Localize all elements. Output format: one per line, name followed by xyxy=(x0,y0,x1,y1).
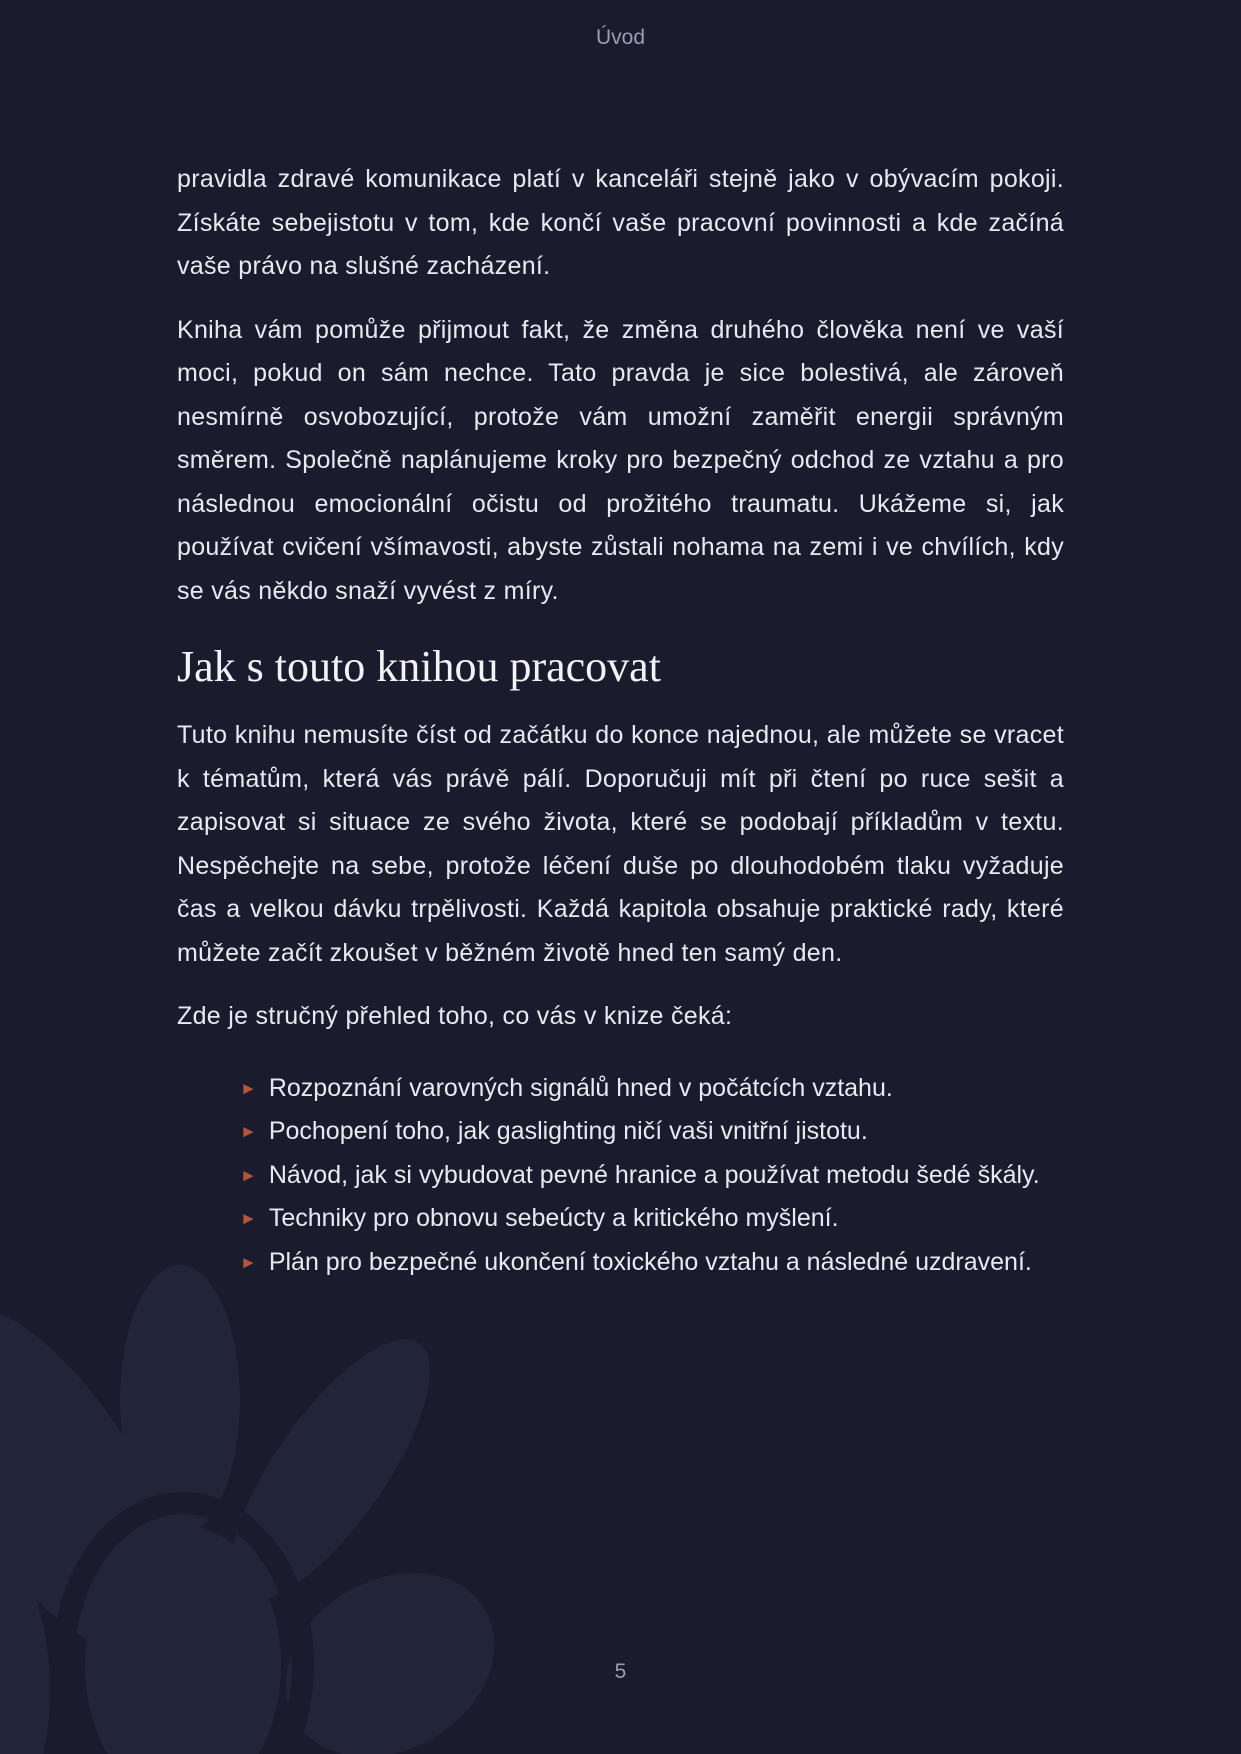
list-item-text: Pochopení toho, jak gaslighting ničí vaši vnitřní jistotu. xyxy=(268,1117,868,1145)
list-item xyxy=(240,1067,1064,1111)
list-item-text: Rozpoznání varovných signálů hned v počátcích vztahu. xyxy=(268,1073,893,1102)
list-item-text: Návod, jak si vybudovat pevné hranice a používat metodu šedé škály. xyxy=(268,1160,1040,1189)
list-item xyxy=(240,1110,1064,1154)
overview-list xyxy=(240,1067,1064,1285)
triangle-right-icon: ► xyxy=(240,1165,257,1185)
triangle-right-icon: ► xyxy=(240,1078,257,1098)
triangle-right-icon: ► xyxy=(240,1122,257,1141)
paragraph: Kniha vám pomůže přijmout fakt, že změna druhého člověka není ve vaší moci, pokud on sám nechce. Tato pravda je sice bolestivá, ale zároveň nesmírně osvobozující, protože vám umožní zaměřit energii správným směrem. Společně naplánujeme kroky pro bezpečný odchod ze vztahu a pro následnou emocionální očistu od prožitého traumatu. Ukážeme si, jak používat cvičení všímavosti, abyste zůstali nohama na zemi i ve chvílích, kdy se vás někdo snaží vyvést z míry. xyxy=(177,315,1064,605)
paragraph: Tuto knihu nemusíte číst od začátku do konce najednou, ale můžete se vracet k tématům, která vás právě pálí. Doporučuji mít při čtení po ruce sešit a zapisovat si situace ze svého života, které se podobají příkladům v textu. Nespěchejte na sebe, protože léčení duše po dlouhodobém tlaku vyžaduje čas a velkou dávku trpělivosti. Každá kapitola obsahuje praktické rady, které můžete začít zkoušet v běžném životě hned ten samý den. xyxy=(177,721,1064,967)
triangle-right-icon: ► xyxy=(240,1209,257,1228)
list-item xyxy=(240,1154,1064,1198)
list-item xyxy=(240,1241,1064,1285)
list-item-text: Plán pro bezpečné ukončení toxického vztahu a následné uzdravení. xyxy=(268,1247,1032,1276)
list-item xyxy=(240,1197,1064,1241)
paragraph: Zde je stručný přehled toho, co vás v knize čeká: xyxy=(177,1002,733,1030)
page-number: 5 xyxy=(614,1660,627,1683)
page-body xyxy=(177,158,1064,1284)
section-heading: Jak s touto knihou pracovat xyxy=(177,642,661,691)
triangle-right-icon: ► xyxy=(240,1252,257,1272)
list-item-text: Techniky pro obnovu sebeúcty a kritického myšlení. xyxy=(268,1204,839,1232)
running-header: Úvod xyxy=(595,26,646,49)
paragraph: pravidla zdravé komunikace platí v kanceláři stejně jako v obývacím pokoji. Získáte sebejistotu v tom, kde končí vaše pracovní povinnosti a kde začíná vaše právo na slušné zacházení. xyxy=(177,165,1064,280)
